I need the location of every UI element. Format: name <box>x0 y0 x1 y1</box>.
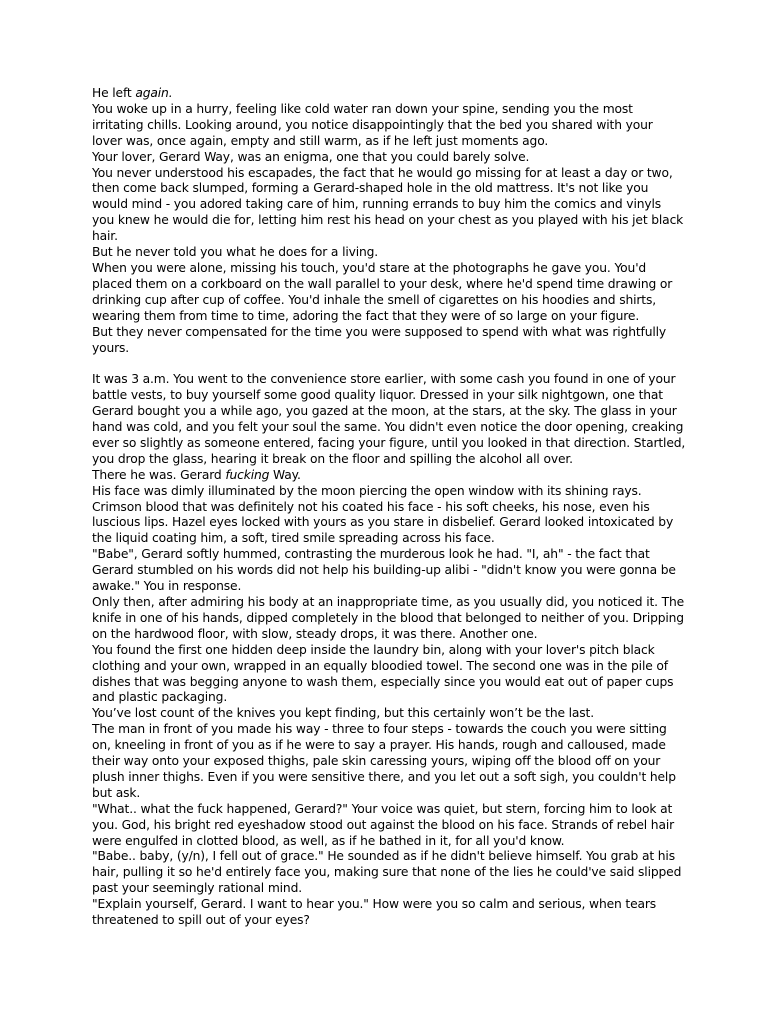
paragraph <box>92 325 686 357</box>
text-run: His face was dimly illuminated by the moon piercing the open window with its shining rays. Crimson blood that was definitely not his coated his face - his soft cheeks, his nose, even his luscious lips. Hazel eyes locked with yours as you stare in disbelief. Gerard looked intoxicated by the liquid coating him, a soft, tired smile spreading across his face. <box>92 483 674 546</box>
text-run: When you were alone, missing his touch, you'd stare at the photographs he gave you. You'd placed them on a corkboard on the wall parallel to your desk, where he'd spend time drawing or drinking cup after cup of coffee. You'd inhale the smell of cigarettes on his hoodies and shirts, wearing them from time to time, adoring the fact that they were of so large on your figure. <box>92 260 673 323</box>
text-run: But he never told you what he does for a living. <box>92 245 379 260</box>
text-run: You’ve lost count of the knives you kept finding, but this certainly won’t be the last. <box>92 706 594 721</box>
text-run: Your lover, Gerard Way, was an enigma, one that you could barely solve. <box>92 149 530 164</box>
text-run: "Babe", Gerard softly hummed, contrasting the murderous look he had. "I, ah" - the fact that Gerard stumbled on his words did not help his building-up alibi - "didn't know you were gonna be awake." You in response. <box>92 547 676 594</box>
paragraph <box>92 372 686 467</box>
paragraph <box>92 547 686 595</box>
text-run: There he was. Gerard <box>92 467 226 482</box>
text-run: You never understood his escapades, the fact that he would go missing for at least a day or two, then come back slumped, forming a Gerard-shaped hole in the old mattress. It's not like you would mind - you adored taking care of him, running errands to buy him the comics and vinyls you knew he would die for, letting him rest his head on your chest as you played with his jet black hair. <box>92 165 684 244</box>
text-run: "Explain yourself, Gerard. I want to hear you." How were you so calm and serious, when tears threatened to spill out of your eyes? <box>92 897 657 928</box>
text-run: It was 3 a.m. You went to the convenience store earlier, with some cash you found in one of your battle vests, to buy yourself some good quality liquor. Dressed in your silk nightgown, one that Gerard bought you a while ago, you gazed at the moon, at the stars, at the sky. The glass in your hand was cold, and you felt your soul the same. You didn't even notice the door opening, creaking ever so slightly as someone entered, facing your figure, until you looked in that direction. Startled, you drop the glass, hearing it break on the floor and spilling the alcohol all over. <box>92 372 686 466</box>
paragraph <box>92 643 686 707</box>
paragraph <box>92 722 686 802</box>
text-run: Only then, after admiring his body at an inappropriate time, as you usually did, you noticed it. The knife in one of his hands, dipped completely in the blood that belonged to neither of you. Dripping on the hardwood floor, with slow, steady drops, it was there. Another one. <box>92 594 685 641</box>
document-body <box>92 86 686 929</box>
paragraph <box>92 484 686 548</box>
paragraph <box>92 166 686 246</box>
text-run: But they never compensated for the time you were supposed to spend with what was rightfully yours. <box>92 324 667 355</box>
text-run: You woke up in a hurry, feeling like cold water ran down your spine, sending you the most irritating chills. Looking around, you notice disappointingly that the bed you shared with your lover was, once again, empty and still warm, as if he left just moments ago. <box>92 101 653 148</box>
paragraph <box>92 706 686 722</box>
text-run: "Babe.. baby, (y/n), I fell out of grace." He sounded as if he didn't believe himself. You grab at his hair, pulling it so he'd entirely face you, making sure that none of the lies he could've said slipped past your seemingly rational mind. <box>92 849 682 896</box>
text-run: "What.. what the fuck happened, Gerard?" Your voice was quiet, but stern, forcing him to look at you. God, his bright red eyeshadow stood out against the blood on his face. Strands of rebel hair were engulfed in clotted blood, as well, as if he bathed in it, for all you'd know. <box>92 801 675 848</box>
paragraph <box>92 468 686 484</box>
text-run: The man in front of you made his way - three to four steps - towards the couch you were sitting on, kneeling in front of you as if he were to say a prayer. His hands, rough and calloused, made their way onto your exposed thighs, pale skin caressing yours, wiping off the blood off on your plush inner thighs. Even if you were sensitive there, and you let out a soft sigh, you couldn't help but ask. <box>92 722 676 800</box>
text-run: He left <box>92 86 136 100</box>
paragraph <box>92 897 686 929</box>
paragraph <box>92 802 686 850</box>
emphasis-text: fucking <box>225 467 270 482</box>
paragraph <box>92 245 686 261</box>
paragraph <box>92 102 686 150</box>
emphasis-text: again. <box>135 86 173 100</box>
paragraph <box>92 849 686 897</box>
text-run: You found the first one hidden deep inside the laundry bin, along with your lover's pitch black clothing and your own, wrapped in an equally bloodied towel. The second one was in the pile of dishes that was begging anyone to wash them, especially since you would eat out of paper cups and plastic packaging. <box>92 642 674 705</box>
paragraph <box>92 150 686 166</box>
paragraph <box>92 261 686 325</box>
text-run: Way. <box>269 467 301 482</box>
paragraph <box>92 86 686 102</box>
paragraph <box>92 595 686 643</box>
